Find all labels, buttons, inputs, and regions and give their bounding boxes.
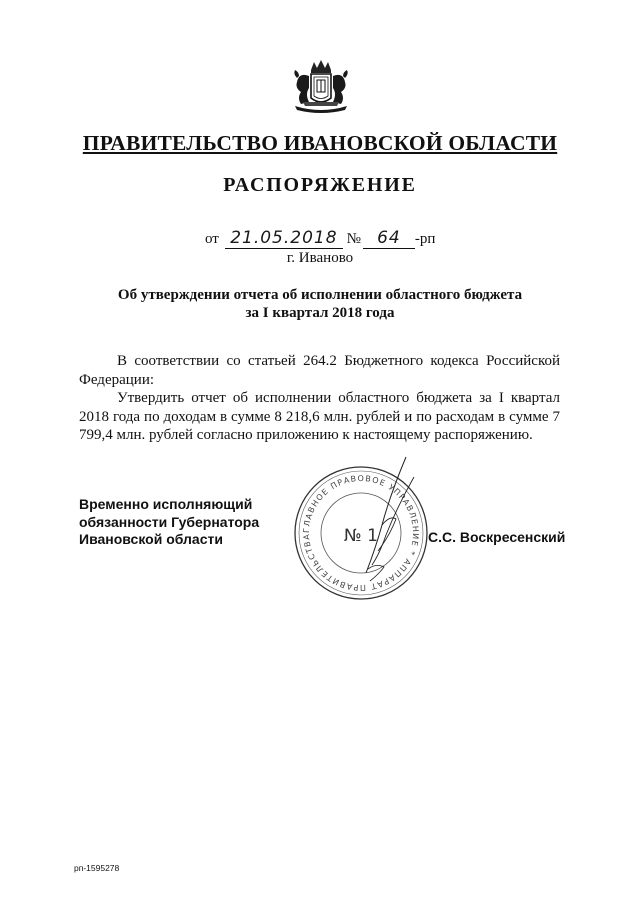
document-number: 64 xyxy=(363,228,415,249)
position-line-2: обязанности Губернатора xyxy=(79,513,260,530)
city-name: г. Иваново xyxy=(286,250,354,266)
number-suffix: -рп xyxy=(414,231,436,247)
coat-of-arms-icon xyxy=(283,58,359,114)
signatory-position xyxy=(79,496,259,549)
document-subject xyxy=(100,286,540,322)
official-stamp xyxy=(286,455,436,605)
document-date: 21.05.2018 xyxy=(225,228,343,249)
stamp-number: № 1 xyxy=(344,526,378,546)
document-type: РАСПОРЯЖЕНИЕ xyxy=(223,174,417,196)
subject-line-1: Об утверждении отчета об исполнении областного бюджета xyxy=(117,287,523,303)
signatory-name: С.С. Воскресенский xyxy=(428,529,566,545)
subject-line-2: за I квартал 2018 года xyxy=(245,305,395,321)
position-line-1: Временно исполняющий xyxy=(79,496,253,512)
document-code: рп-1595278 xyxy=(74,863,120,873)
city xyxy=(0,250,640,267)
body-paragraph-2: Утвердить отчет об исполнении областного бюджета за I квартал 2018 года по доходам в сумме 8 218,6 млн. рублей и по расходам в сумме 7 799,4 млн. рублей согласно приложению к настоящему распоряжению. xyxy=(79,390,560,443)
document-body xyxy=(79,352,560,445)
number-label: № xyxy=(346,231,361,247)
date-prefix: от xyxy=(205,231,219,247)
registration-line xyxy=(205,228,435,249)
position-line-3: Ивановской области xyxy=(79,531,223,547)
body-paragraph-1: В соответствии со статьей 264.2 Бюджетного кодекса Российской Федерации: xyxy=(79,353,560,388)
stamp-text: ГЛАВНОЕ ПРАВОВОЕ УПРАВЛЕНИЕ * АППАРАТ ПРАВИТЕЛЬСТВА xyxy=(301,473,421,593)
government-title: ПРАВИТЕЛЬСТВО ИВАНОВСКОЙ ОБЛАСТИ xyxy=(82,131,558,155)
